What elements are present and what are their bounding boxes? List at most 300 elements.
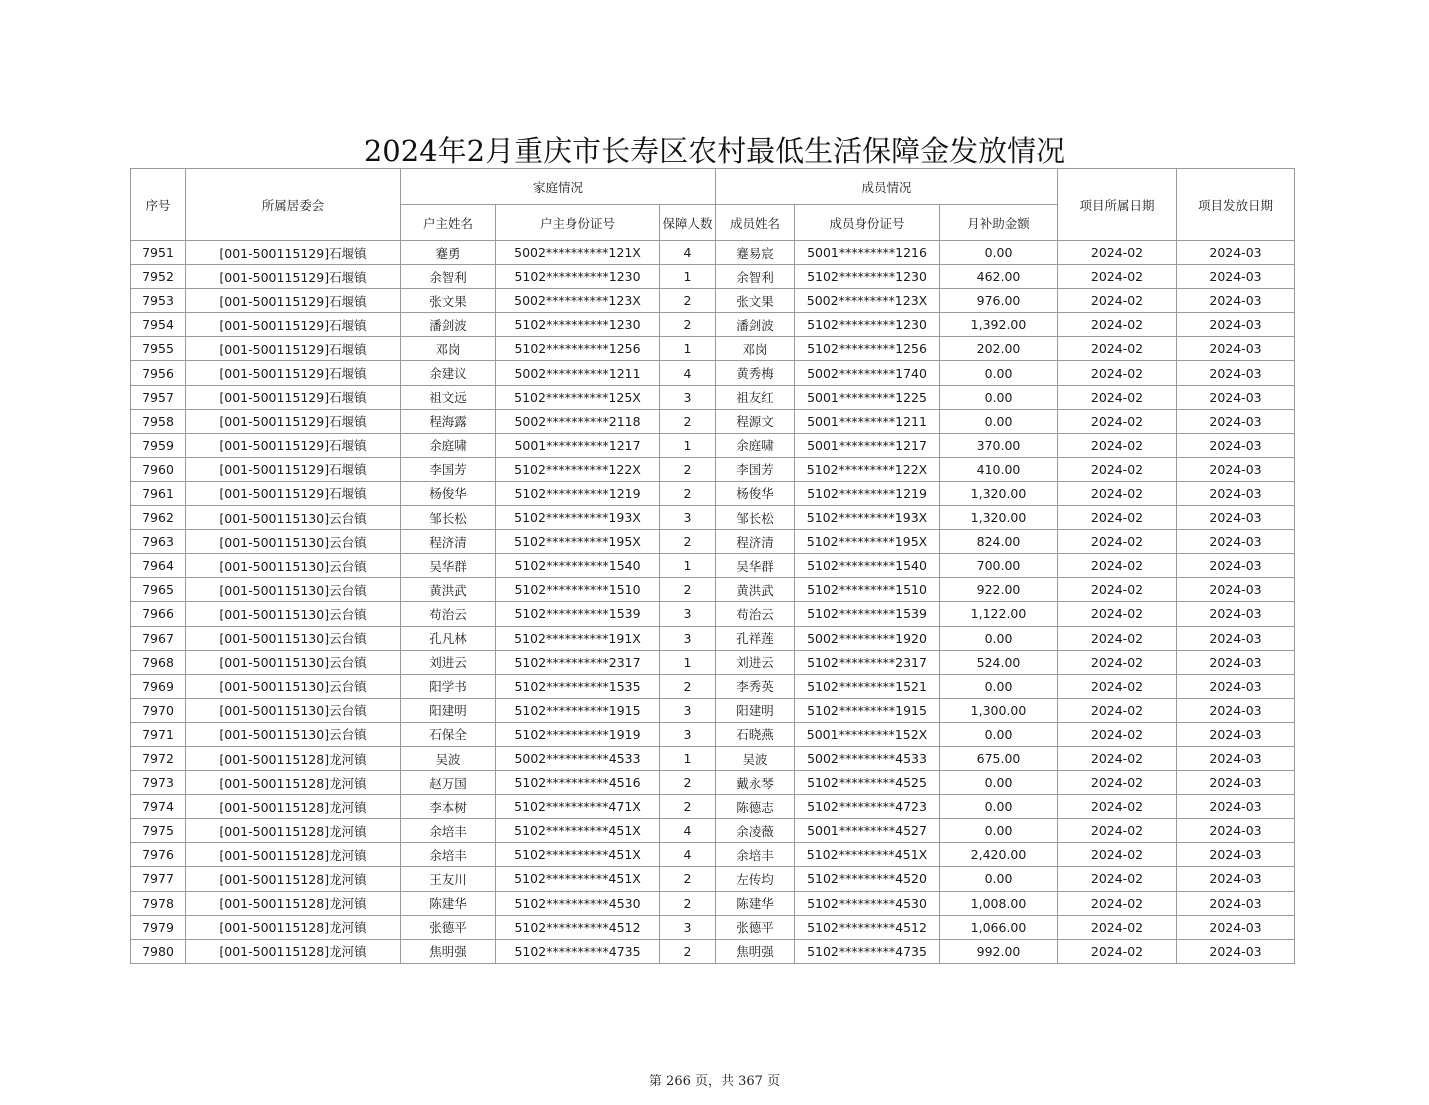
seq-cell: 7980 <box>131 939 186 963</box>
project-date-cell: 2024-02 <box>1058 891 1177 915</box>
committee-cell: [001-500115128]龙河镇 <box>186 746 401 770</box>
page-title: 2024年2月重庆市长寿区农村最低生活保障金发放情况 <box>363 134 1066 168</box>
issue-date-cell: 2024-03 <box>1177 385 1295 409</box>
head-name-cell: 李国芳 <box>401 457 496 481</box>
head-name-cell: 李本树 <box>401 795 496 819</box>
committee-cell: [001-500115128]龙河镇 <box>186 915 401 939</box>
member-name-cell: 祖友红 <box>716 385 795 409</box>
relief-table <box>130 168 1295 964</box>
project-date-cell: 2024-02 <box>1058 506 1177 530</box>
project-date-cell: 2024-02 <box>1058 265 1177 289</box>
member-name-cell: 陈德志 <box>716 795 795 819</box>
head-name-cell: 王友川 <box>401 867 496 891</box>
covered-cell: 3 <box>660 698 716 722</box>
member-id-cell: 5102*********1540 <box>795 554 940 578</box>
issue-date-cell: 2024-03 <box>1177 819 1295 843</box>
header-seq: 序号 <box>131 169 186 241</box>
member-name-cell: 余智利 <box>716 265 795 289</box>
table-row <box>131 506 1295 530</box>
amount-cell: 1,300.00 <box>940 698 1058 722</box>
header-member-group: 成员情况 <box>716 169 1058 205</box>
head-id-cell: 5102**********1256 <box>496 337 660 361</box>
table-row <box>131 795 1295 819</box>
covered-cell: 1 <box>660 554 716 578</box>
issue-date-cell: 2024-03 <box>1177 481 1295 505</box>
project-date-cell: 2024-02 <box>1058 650 1177 674</box>
member-id-cell: 5102*********1510 <box>795 578 940 602</box>
head-name-cell: 吴华群 <box>401 554 496 578</box>
issue-date-cell: 2024-03 <box>1177 915 1295 939</box>
head-name-cell: 黄洪武 <box>401 578 496 602</box>
table-row <box>131 481 1295 505</box>
member-name-cell: 焦明强 <box>716 939 795 963</box>
amount-cell: 976.00 <box>940 289 1058 313</box>
amount-cell: 1,392.00 <box>940 313 1058 337</box>
covered-cell: 1 <box>660 433 716 457</box>
table-row <box>131 530 1295 554</box>
committee-cell: [001-500115130]云台镇 <box>186 530 401 554</box>
member-name-cell: 左传均 <box>716 867 795 891</box>
seq-cell: 7957 <box>131 385 186 409</box>
page-footer: 第 266 页，共 367 页 <box>648 1074 781 1089</box>
seq-cell: 7951 <box>131 241 186 265</box>
member-name-cell: 刘进云 <box>716 650 795 674</box>
committee-cell: [001-500115129]石堰镇 <box>186 361 401 385</box>
member-name-cell: 张德平 <box>716 915 795 939</box>
amount-cell: 0.00 <box>940 674 1058 698</box>
issue-date-cell: 2024-03 <box>1177 698 1295 722</box>
head-name-cell: 张文果 <box>401 289 496 313</box>
committee-cell: [001-500115129]石堰镇 <box>186 385 401 409</box>
covered-cell: 2 <box>660 795 716 819</box>
seq-cell: 7960 <box>131 457 186 481</box>
table-row <box>131 289 1295 313</box>
seq-cell: 7964 <box>131 554 186 578</box>
member-id-cell: 5102*********122X <box>795 457 940 481</box>
project-date-cell: 2024-02 <box>1058 457 1177 481</box>
seq-cell: 7974 <box>131 795 186 819</box>
table-row <box>131 891 1295 915</box>
covered-cell: 2 <box>660 457 716 481</box>
table-row <box>131 361 1295 385</box>
member-name-cell: 潘剑波 <box>716 313 795 337</box>
seq-cell: 7967 <box>131 626 186 650</box>
seq-cell: 7976 <box>131 843 186 867</box>
seq-cell: 7955 <box>131 337 186 361</box>
head-name-cell: 祖文远 <box>401 385 496 409</box>
seq-cell: 7977 <box>131 867 186 891</box>
amount-cell: 0.00 <box>940 409 1058 433</box>
member-id-cell: 5102*********4530 <box>795 891 940 915</box>
issue-date-cell: 2024-03 <box>1177 409 1295 433</box>
project-date-cell: 2024-02 <box>1058 530 1177 554</box>
issue-date-cell: 2024-03 <box>1177 313 1295 337</box>
issue-date-cell: 2024-03 <box>1177 722 1295 746</box>
issue-date-cell: 2024-03 <box>1177 433 1295 457</box>
head-name-cell: 焦明强 <box>401 939 496 963</box>
head-name-cell: 阳建明 <box>401 698 496 722</box>
project-date-cell: 2024-02 <box>1058 337 1177 361</box>
amount-cell: 0.00 <box>940 241 1058 265</box>
member-name-cell: 吴华群 <box>716 554 795 578</box>
head-id-cell: 5001**********1217 <box>496 433 660 457</box>
amount-cell: 0.00 <box>940 771 1058 795</box>
header-covered: 保障人数 <box>660 205 716 241</box>
header-project-date: 项目所属日期 <box>1058 169 1177 241</box>
head-name-cell: 余智利 <box>401 265 496 289</box>
member-name-cell: 邹长松 <box>716 506 795 530</box>
amount-cell: 700.00 <box>940 554 1058 578</box>
member-id-cell: 5102*********1256 <box>795 337 940 361</box>
head-name-cell: 赵万国 <box>401 771 496 795</box>
covered-cell: 3 <box>660 385 716 409</box>
committee-cell: [001-500115129]石堰镇 <box>186 409 401 433</box>
table-row <box>131 265 1295 289</box>
head-id-cell: 5102**********4516 <box>496 771 660 795</box>
committee-cell: [001-500115128]龙河镇 <box>186 891 401 915</box>
amount-cell: 0.00 <box>940 722 1058 746</box>
head-id-cell: 5102**********1219 <box>496 481 660 505</box>
table-row <box>131 313 1295 337</box>
amount-cell: 1,320.00 <box>940 481 1058 505</box>
head-id-cell: 5102**********451X <box>496 867 660 891</box>
head-id-cell: 5102**********1510 <box>496 578 660 602</box>
issue-date-cell: 2024-03 <box>1177 578 1295 602</box>
head-id-cell: 5102**********1919 <box>496 722 660 746</box>
amount-cell: 1,008.00 <box>940 891 1058 915</box>
project-date-cell: 2024-02 <box>1058 313 1177 337</box>
head-id-cell: 5102**********1539 <box>496 602 660 626</box>
member-id-cell: 5102*********4525 <box>795 771 940 795</box>
head-name-cell: 刘进云 <box>401 650 496 674</box>
member-id-cell: 5002*********123X <box>795 289 940 313</box>
member-name-cell: 杨俊华 <box>716 481 795 505</box>
head-id-cell: 5102**********125X <box>496 385 660 409</box>
committee-cell: [001-500115130]云台镇 <box>186 626 401 650</box>
project-date-cell: 2024-02 <box>1058 409 1177 433</box>
issue-date-cell: 2024-03 <box>1177 795 1295 819</box>
member-id-cell: 5102*********195X <box>795 530 940 554</box>
covered-cell: 2 <box>660 891 716 915</box>
covered-cell: 3 <box>660 722 716 746</box>
committee-cell: [001-500115130]云台镇 <box>186 554 401 578</box>
head-name-cell: 张德平 <box>401 915 496 939</box>
covered-cell: 2 <box>660 578 716 602</box>
project-date-cell: 2024-02 <box>1058 843 1177 867</box>
amount-cell: 0.00 <box>940 361 1058 385</box>
project-date-cell: 2024-02 <box>1058 578 1177 602</box>
seq-cell: 7978 <box>131 891 186 915</box>
project-date-cell: 2024-02 <box>1058 771 1177 795</box>
covered-cell: 2 <box>660 939 716 963</box>
head-id-cell: 5102**********1915 <box>496 698 660 722</box>
issue-date-cell: 2024-03 <box>1177 265 1295 289</box>
table-row <box>131 650 1295 674</box>
covered-cell: 2 <box>660 674 716 698</box>
header-member-name: 成员姓名 <box>716 205 795 241</box>
issue-date-cell: 2024-03 <box>1177 289 1295 313</box>
covered-cell: 3 <box>660 506 716 530</box>
table-row <box>131 409 1295 433</box>
member-id-cell: 5001*********1217 <box>795 433 940 457</box>
head-name-cell: 杨俊华 <box>401 481 496 505</box>
head-name-cell: 苟治云 <box>401 602 496 626</box>
issue-date-cell: 2024-03 <box>1177 771 1295 795</box>
head-name-cell: 余庭啸 <box>401 433 496 457</box>
member-name-cell: 程济清 <box>716 530 795 554</box>
committee-cell: [001-500115128]龙河镇 <box>186 867 401 891</box>
project-date-cell: 2024-02 <box>1058 626 1177 650</box>
member-id-cell: 5102*********2317 <box>795 650 940 674</box>
head-id-cell: 5102**********195X <box>496 530 660 554</box>
head-id-cell: 5002**********121X <box>496 241 660 265</box>
covered-cell: 1 <box>660 746 716 770</box>
table-row <box>131 433 1295 457</box>
project-date-cell: 2024-02 <box>1058 819 1177 843</box>
member-name-cell: 阳建明 <box>716 698 795 722</box>
table-row <box>131 241 1295 265</box>
head-id-cell: 5102**********191X <box>496 626 660 650</box>
table-row <box>131 674 1295 698</box>
seq-cell: 7966 <box>131 602 186 626</box>
member-name-cell: 吴波 <box>716 746 795 770</box>
committee-cell: [001-500115128]龙河镇 <box>186 771 401 795</box>
seq-cell: 7979 <box>131 915 186 939</box>
issue-date-cell: 2024-03 <box>1177 361 1295 385</box>
member-id-cell: 5102*********4520 <box>795 867 940 891</box>
table-row <box>131 819 1295 843</box>
project-date-cell: 2024-02 <box>1058 698 1177 722</box>
head-id-cell: 5102**********451X <box>496 819 660 843</box>
member-id-cell: 5001*********1216 <box>795 241 940 265</box>
header-member-id: 成员身份证号 <box>795 205 940 241</box>
covered-cell: 4 <box>660 361 716 385</box>
amount-cell: 1,320.00 <box>940 506 1058 530</box>
head-name-cell: 陈建华 <box>401 891 496 915</box>
covered-cell: 2 <box>660 867 716 891</box>
table-row <box>131 867 1295 891</box>
head-name-cell: 蹇勇 <box>401 241 496 265</box>
table-row <box>131 843 1295 867</box>
member-name-cell: 陈建华 <box>716 891 795 915</box>
head-id-cell: 5002**********2118 <box>496 409 660 433</box>
amount-cell: 0.00 <box>940 867 1058 891</box>
committee-cell: [001-500115130]云台镇 <box>186 506 401 530</box>
issue-date-cell: 2024-03 <box>1177 674 1295 698</box>
member-name-cell: 黄洪武 <box>716 578 795 602</box>
issue-date-cell: 2024-03 <box>1177 843 1295 867</box>
seq-cell: 7961 <box>131 481 186 505</box>
member-id-cell: 5102*********1230 <box>795 265 940 289</box>
head-id-cell: 5102**********471X <box>496 795 660 819</box>
table-row <box>131 385 1295 409</box>
member-id-cell: 5102*********4735 <box>795 939 940 963</box>
member-name-cell: 张文果 <box>716 289 795 313</box>
covered-cell: 2 <box>660 409 716 433</box>
member-name-cell: 苟治云 <box>716 602 795 626</box>
committee-cell: [001-500115129]石堰镇 <box>186 313 401 337</box>
project-date-cell: 2024-02 <box>1058 602 1177 626</box>
project-date-cell: 2024-02 <box>1058 915 1177 939</box>
amount-cell: 370.00 <box>940 433 1058 457</box>
head-name-cell: 阳学书 <box>401 674 496 698</box>
covered-cell: 2 <box>660 313 716 337</box>
head-name-cell: 石保全 <box>401 722 496 746</box>
head-id-cell: 5102**********4512 <box>496 915 660 939</box>
issue-date-cell: 2024-03 <box>1177 650 1295 674</box>
committee-cell: [001-500115130]云台镇 <box>186 698 401 722</box>
header-amount: 月补助金额 <box>940 205 1058 241</box>
table-row <box>131 939 1295 963</box>
seq-cell: 7971 <box>131 722 186 746</box>
project-date-cell: 2024-02 <box>1058 867 1177 891</box>
member-id-cell: 5102*********1219 <box>795 481 940 505</box>
seq-cell: 7952 <box>131 265 186 289</box>
head-id-cell: 5002**********4533 <box>496 746 660 770</box>
table-row <box>131 915 1295 939</box>
committee-cell: [001-500115129]石堰镇 <box>186 265 401 289</box>
table-row <box>131 722 1295 746</box>
seq-cell: 7965 <box>131 578 186 602</box>
covered-cell: 2 <box>660 771 716 795</box>
head-name-cell: 余培丰 <box>401 819 496 843</box>
seq-cell: 7975 <box>131 819 186 843</box>
table-row <box>131 771 1295 795</box>
table-row <box>131 578 1295 602</box>
head-id-cell: 5102**********2317 <box>496 650 660 674</box>
committee-cell: [001-500115129]石堰镇 <box>186 433 401 457</box>
issue-date-cell: 2024-03 <box>1177 746 1295 770</box>
issue-date-cell: 2024-03 <box>1177 602 1295 626</box>
seq-cell: 7969 <box>131 674 186 698</box>
seq-cell: 7959 <box>131 433 186 457</box>
committee-cell: [001-500115129]石堰镇 <box>186 289 401 313</box>
table-body <box>131 241 1295 964</box>
project-date-cell: 2024-02 <box>1058 939 1177 963</box>
project-date-cell: 2024-02 <box>1058 674 1177 698</box>
amount-cell: 202.00 <box>940 337 1058 361</box>
amount-cell: 462.00 <box>940 265 1058 289</box>
committee-cell: [001-500115130]云台镇 <box>186 722 401 746</box>
issue-date-cell: 2024-03 <box>1177 337 1295 361</box>
member-id-cell: 5102*********1230 <box>795 313 940 337</box>
committee-cell: [001-500115128]龙河镇 <box>186 939 401 963</box>
header-head-id: 户主身份证号 <box>496 205 660 241</box>
member-name-cell: 李国芳 <box>716 457 795 481</box>
committee-cell: [001-500115128]龙河镇 <box>186 795 401 819</box>
table-row <box>131 746 1295 770</box>
head-id-cell: 5002**********1211 <box>496 361 660 385</box>
covered-cell: 3 <box>660 602 716 626</box>
head-name-cell: 潘剑波 <box>401 313 496 337</box>
seq-cell: 7958 <box>131 409 186 433</box>
committee-cell: [001-500115130]云台镇 <box>186 674 401 698</box>
amount-cell: 0.00 <box>940 385 1058 409</box>
head-id-cell: 5102**********193X <box>496 506 660 530</box>
head-id-cell: 5102**********1230 <box>496 313 660 337</box>
member-id-cell: 5001*********1225 <box>795 385 940 409</box>
project-date-cell: 2024-02 <box>1058 746 1177 770</box>
head-name-cell: 邓岗 <box>401 337 496 361</box>
amount-cell: 524.00 <box>940 650 1058 674</box>
table-row <box>131 602 1295 626</box>
amount-cell: 0.00 <box>940 819 1058 843</box>
member-name-cell: 余培丰 <box>716 843 795 867</box>
issue-date-cell: 2024-03 <box>1177 530 1295 554</box>
committee-cell: [001-500115129]石堰镇 <box>186 457 401 481</box>
member-id-cell: 5001*********152X <box>795 722 940 746</box>
head-name-cell: 程济清 <box>401 530 496 554</box>
amount-cell: 2,420.00 <box>940 843 1058 867</box>
issue-date-cell: 2024-03 <box>1177 867 1295 891</box>
member-id-cell: 5102*********451X <box>795 843 940 867</box>
member-id-cell: 5102*********193X <box>795 506 940 530</box>
table-row <box>131 698 1295 722</box>
seq-cell: 7954 <box>131 313 186 337</box>
seq-cell: 7968 <box>131 650 186 674</box>
project-date-cell: 2024-02 <box>1058 554 1177 578</box>
committee-cell: [001-500115129]石堰镇 <box>186 337 401 361</box>
member-name-cell: 程源文 <box>716 409 795 433</box>
member-id-cell: 5102*********1539 <box>795 602 940 626</box>
committee-cell: [001-500115129]石堰镇 <box>186 241 401 265</box>
committee-cell: [001-500115128]龙河镇 <box>186 843 401 867</box>
issue-date-cell: 2024-03 <box>1177 626 1295 650</box>
project-date-cell: 2024-02 <box>1058 481 1177 505</box>
committee-cell: [001-500115130]云台镇 <box>186 650 401 674</box>
issue-date-cell: 2024-03 <box>1177 241 1295 265</box>
head-id-cell: 5102**********1230 <box>496 265 660 289</box>
amount-cell: 0.00 <box>940 795 1058 819</box>
covered-cell: 3 <box>660 626 716 650</box>
head-name-cell: 邹长松 <box>401 506 496 530</box>
covered-cell: 4 <box>660 843 716 867</box>
head-name-cell: 余建议 <box>401 361 496 385</box>
covered-cell: 2 <box>660 289 716 313</box>
head-name-cell: 孔凡林 <box>401 626 496 650</box>
head-name-cell: 吴波 <box>401 746 496 770</box>
covered-cell: 4 <box>660 819 716 843</box>
header-family-group: 家庭情况 <box>401 169 716 205</box>
head-name-cell: 余培丰 <box>401 843 496 867</box>
project-date-cell: 2024-02 <box>1058 361 1177 385</box>
seq-cell: 7956 <box>131 361 186 385</box>
project-date-cell: 2024-02 <box>1058 385 1177 409</box>
member-id-cell: 5002*********1920 <box>795 626 940 650</box>
head-id-cell: 5102**********4530 <box>496 891 660 915</box>
covered-cell: 1 <box>660 337 716 361</box>
header-committee: 所属居委会 <box>186 169 401 241</box>
seq-cell: 7973 <box>131 771 186 795</box>
covered-cell: 1 <box>660 265 716 289</box>
amount-cell: 922.00 <box>940 578 1058 602</box>
project-date-cell: 2024-02 <box>1058 433 1177 457</box>
member-id-cell: 5102*********1521 <box>795 674 940 698</box>
head-id-cell: 5102**********1540 <box>496 554 660 578</box>
amount-cell: 675.00 <box>940 746 1058 770</box>
project-date-cell: 2024-02 <box>1058 722 1177 746</box>
member-id-cell: 5001*********1211 <box>795 409 940 433</box>
issue-date-cell: 2024-03 <box>1177 939 1295 963</box>
amount-cell: 824.00 <box>940 530 1058 554</box>
head-id-cell: 5102**********1535 <box>496 674 660 698</box>
project-date-cell: 2024-02 <box>1058 241 1177 265</box>
covered-cell: 2 <box>660 530 716 554</box>
seq-cell: 7962 <box>131 506 186 530</box>
member-name-cell: 孔祥莲 <box>716 626 795 650</box>
project-date-cell: 2024-02 <box>1058 795 1177 819</box>
member-id-cell: 5102*********1915 <box>795 698 940 722</box>
